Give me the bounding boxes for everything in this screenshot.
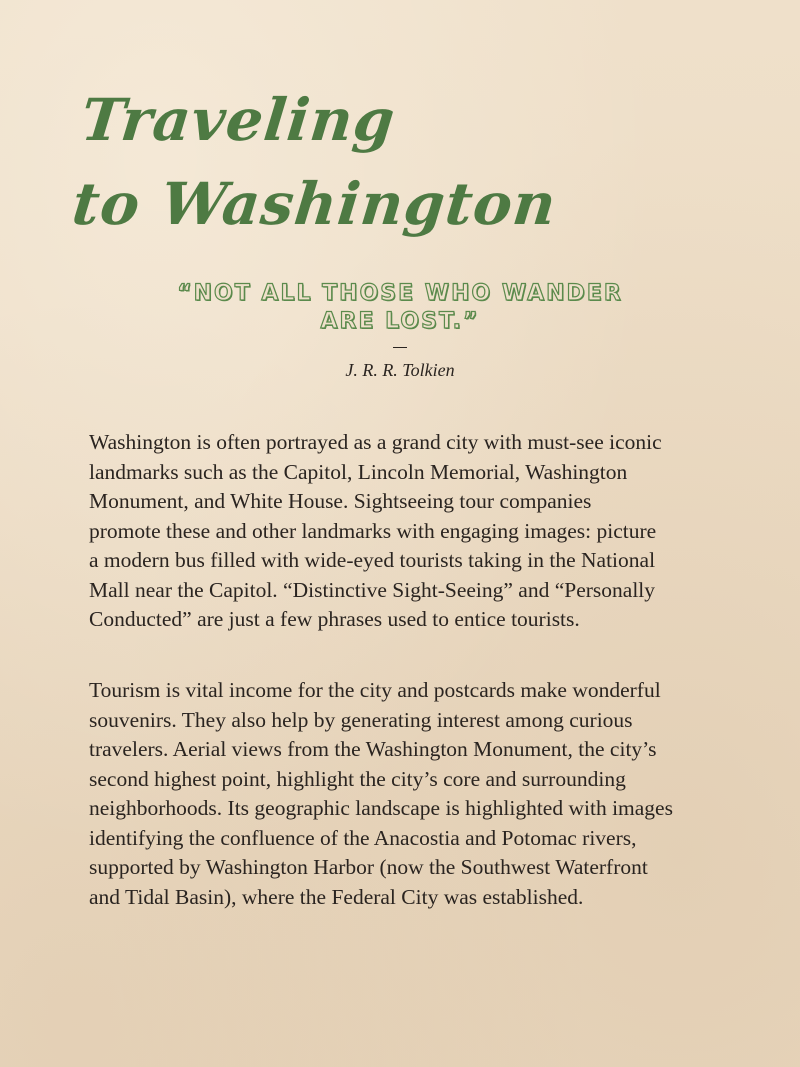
epigraph-quote [0,280,800,336]
paragraph-line: Conducted” are just a few phrases used to entice tourists. [89,607,580,631]
paragraph-line: landmarks such as the Capitol, Lincoln Memorial, Washington [89,459,628,484]
paragraph-1 [89,428,729,635]
quote-line-1: “NOT ALL THOSE WHO WANDER [177,281,623,306]
paragraph-line: Mall near the Capitol. “Distinctive Sight-Seeing” and “Personally [89,577,656,602]
quote-divider [393,347,407,348]
paragraph-line: travelers. Aerial views from the Washington Monument, the city’s [89,737,657,761]
paragraph-line: Monument, and White House. Sightseeing tour companies [89,489,592,513]
paragraph-line: supported by Washington Harbor (now the Southwest Waterfront [89,855,648,879]
paragraph-line: neighborhoods. Its geographic landscape is highlighted with images [89,796,673,820]
paragraph-line: a modern bus filled with wide-eyed tourists taking in the National [89,548,656,572]
paragraph-line: and Tidal Basin), where the Federal City was established. [89,884,584,909]
paragraph-line: identifying the confluence of the Anacostia and Potomac rivers, [89,825,637,850]
paragraph-line: souvenirs. They also help by generating interest among curious [89,707,633,732]
paragraph-line: Washington is often portrayed as a grand city with must-see iconic [89,430,662,454]
page-title [68,78,569,246]
paragraph-line: second highest point, highlight the city’s core and surrounding [89,766,626,791]
title-line-1: Traveling [78,86,399,154]
paragraph-line: promote these and other landmarks with engaging images: picture [89,518,657,543]
paragraph-line: Tourism is vital income for the city and postcards make wonderful [89,678,661,702]
quote-author: J. R. R. Tolkien [345,360,455,380]
title-line-2: to Washington [69,170,560,238]
quote-line-2: ARE LOST.” [320,309,480,334]
paragraph-2 [89,676,729,912]
